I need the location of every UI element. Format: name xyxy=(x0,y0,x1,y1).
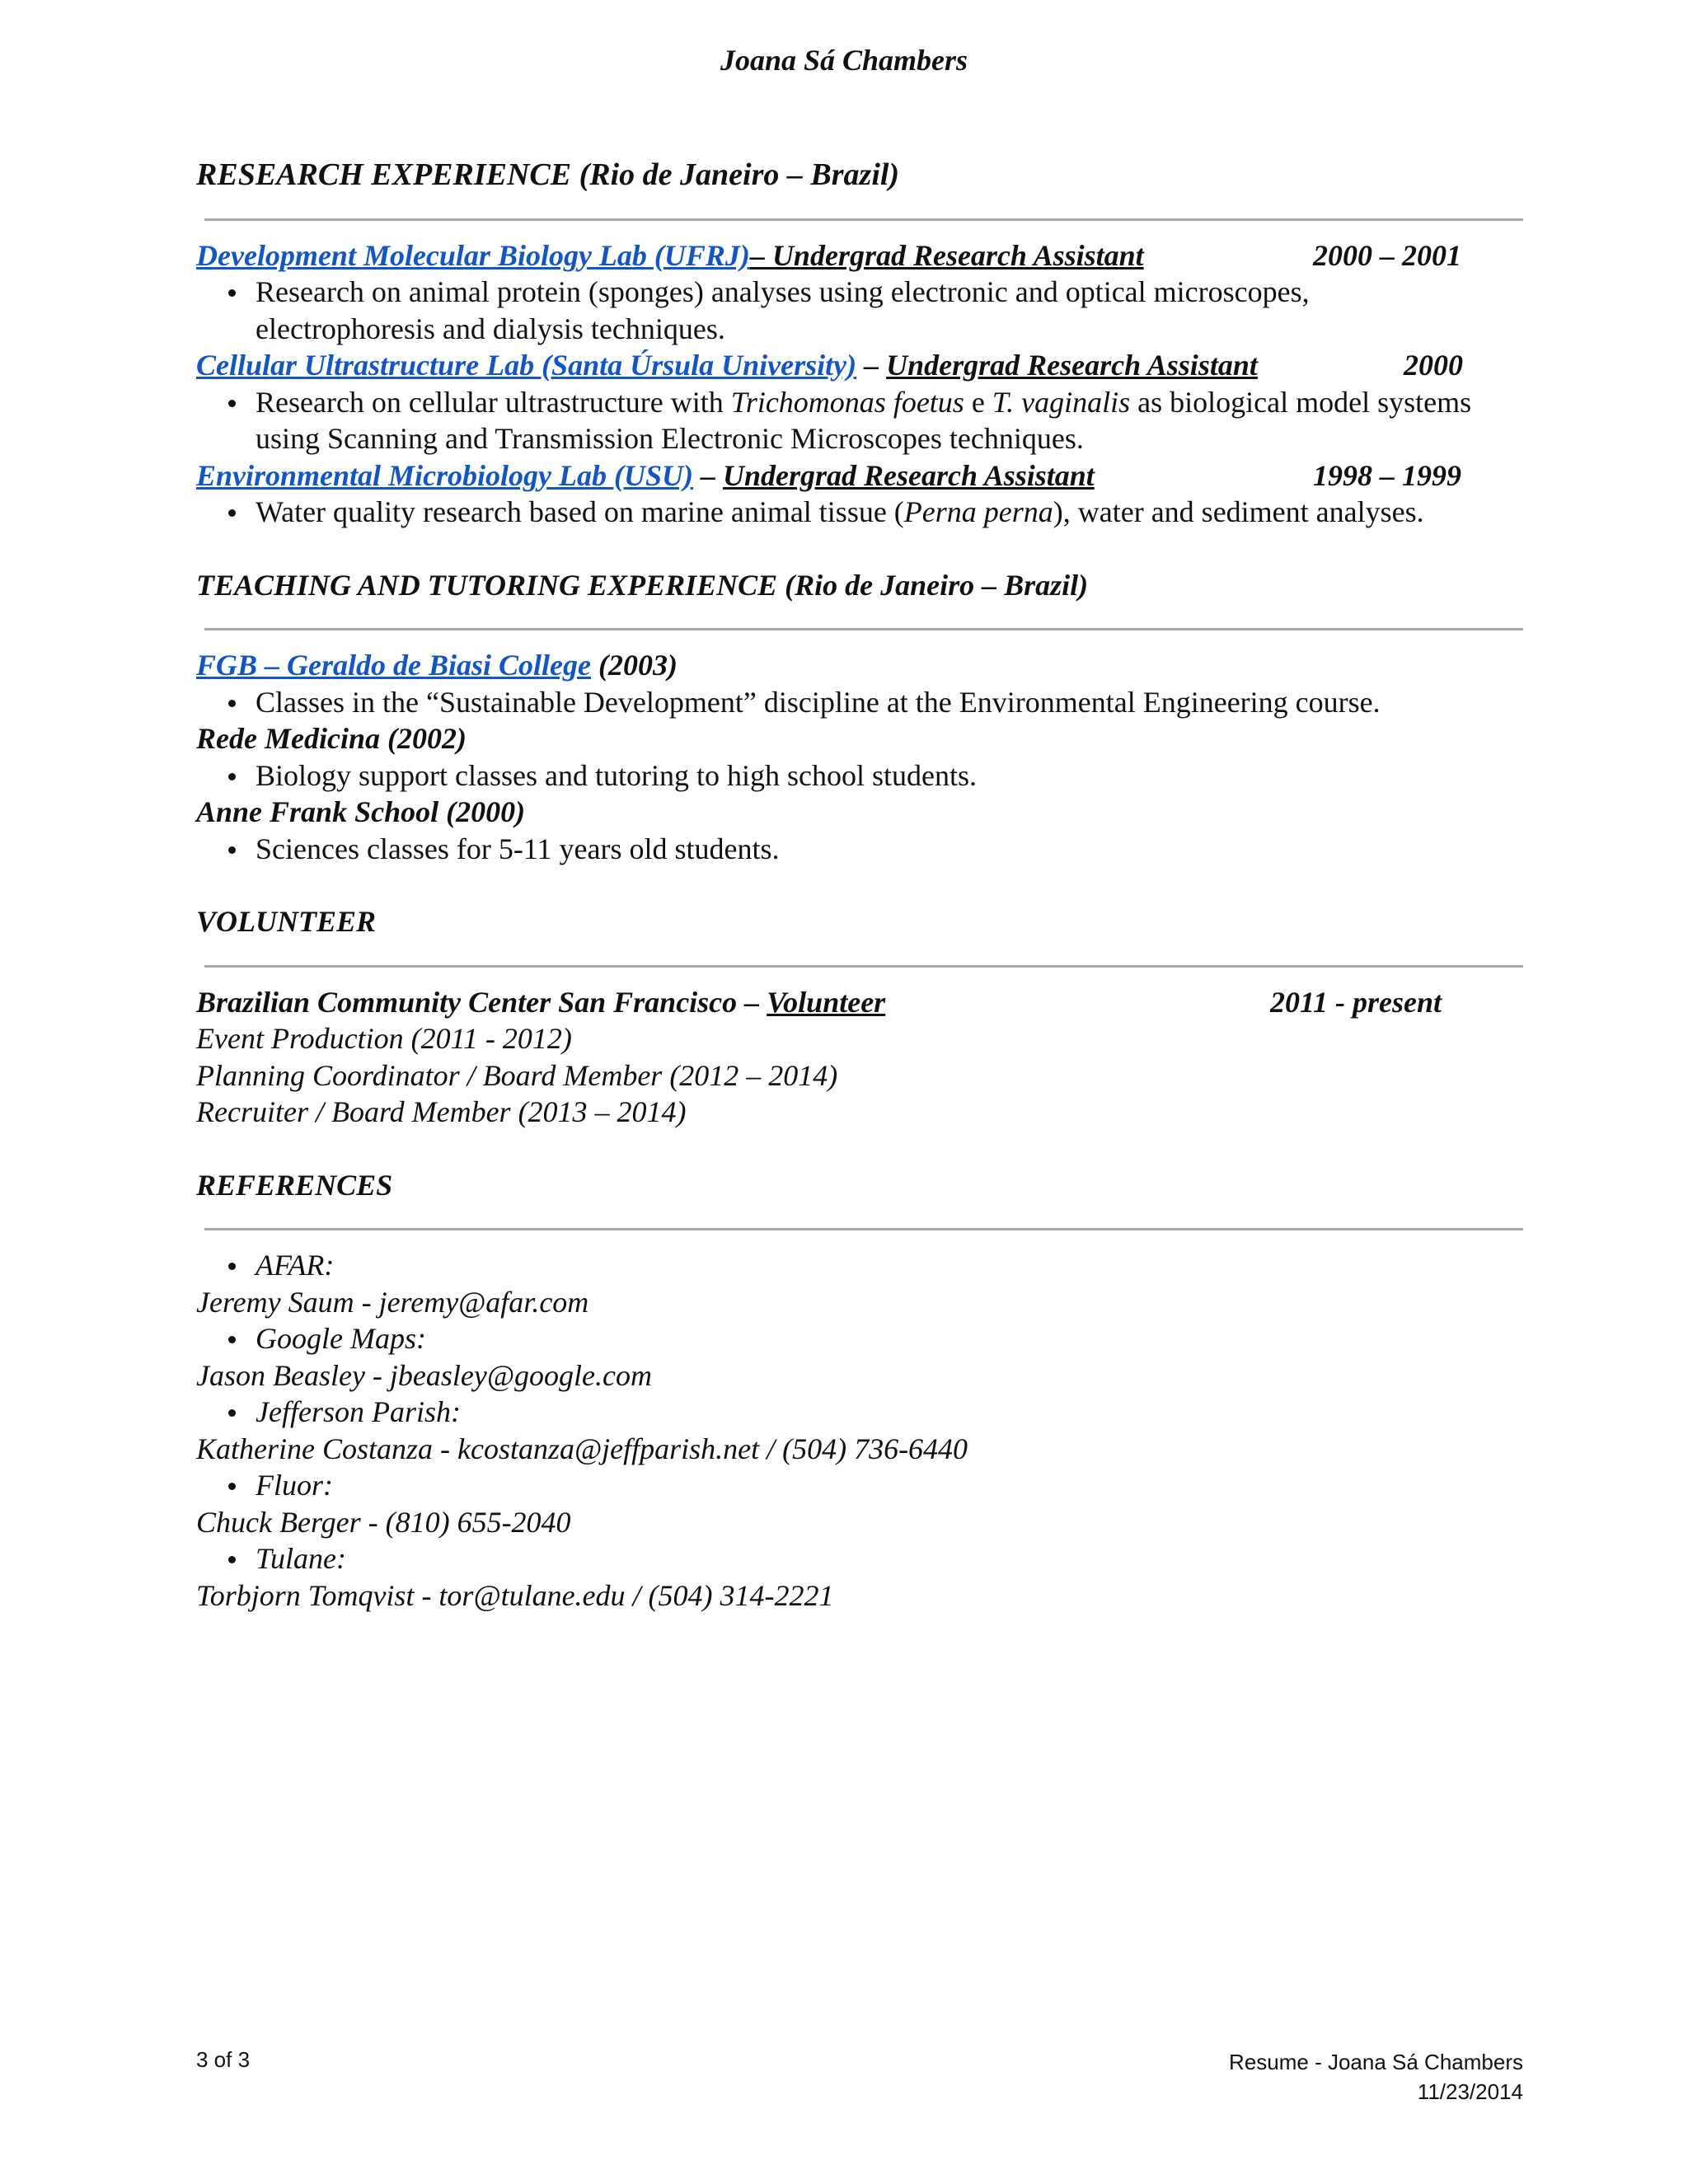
teaching-org-link-1[interactable]: FGB – Geraldo de Biasi College xyxy=(196,649,591,682)
research-role-1: Undergrad Research Assistant xyxy=(771,238,1144,272)
volunteer-line: Recruiter / Board Member (2013 – 2014) xyxy=(196,1095,687,1128)
list-item: Research on cellular ultrastructure with Trichomonas foetus e T. vaginalis as biological model systems using Scanning and Transmission Electronic Microscopes techniques. xyxy=(256,384,1541,457)
volunteer-org: Brazilian Community Center San Francisco – xyxy=(196,985,767,1019)
page-header-name: Joana Sá Chambers xyxy=(720,44,968,77)
footer-doc-title: Resume - Joana Sá Chambers xyxy=(1229,2050,1523,2074)
resume-content xyxy=(196,157,1523,1614)
section-divider xyxy=(204,218,1523,221)
teaching-section-title: TEACHING AND TUTORING EXPERIENCE (Rio de Janeiro – Brazil) xyxy=(196,568,1089,602)
reference-company: Tulane: xyxy=(256,1540,1523,1577)
research-dates-3: 1998 – 1999 xyxy=(1313,458,1461,492)
volunteer-line: Planning Coordinator / Board Member (2012 – 2014) xyxy=(196,1058,838,1092)
research-bullets-2 xyxy=(196,384,1523,457)
research-bullets-1 xyxy=(196,274,1523,347)
research-entry-2: Cellular Ultrastructure Lab (Santa Úrsula University) – Undergrad Research Assistant 2000 xyxy=(196,347,1523,384)
research-dates-2: 2000 xyxy=(1404,349,1463,382)
research-bullets-3 xyxy=(196,494,1523,531)
volunteer-section-title: VOLUNTEER xyxy=(196,905,377,938)
references-section-title: REFERENCES xyxy=(196,1168,393,1202)
reference-contact: Jason Beasley - jbeasley@google.com xyxy=(196,1358,652,1392)
section-divider xyxy=(204,965,1523,968)
list-item: Biology support classes and tutoring to high school students. xyxy=(256,757,1523,794)
volunteer-line: Event Production (2011 - 2012) xyxy=(196,1022,572,1055)
reference-company: Fluor: xyxy=(256,1467,1523,1504)
research-section-title: RESEARCH EXPERIENCE (Rio de Janeiro – Brazil) xyxy=(196,157,900,192)
section-divider xyxy=(204,1228,1523,1230)
reference-contact: Chuck Berger - (810) 655-2040 xyxy=(196,1505,571,1539)
footer-date: 11/23/2014 xyxy=(1417,2079,1523,2104)
research-org-link-3[interactable]: Environmental Microbiology Lab (USU) xyxy=(196,458,694,492)
reference-contact: Torbjorn Tomqvist - tor@tulane.edu / (504) 314-2221 xyxy=(196,1578,834,1612)
volunteer-dates: 2011 - present xyxy=(1270,985,1442,1019)
research-entry-3: Environmental Microbiology Lab (USU) – Undergrad Research Assistant 1998 – 1999 xyxy=(196,457,1523,494)
list-item: Water quality research based on marine animal tissue (Perna perna), water and sediment analyses. xyxy=(256,494,1523,531)
reference-contact: Jeremy Saum - jeremy@afar.com xyxy=(196,1285,589,1319)
section-divider xyxy=(204,628,1523,630)
references-list xyxy=(196,1247,1523,1614)
list-item: Research on animal protein (sponges) analyses using electronic and optical microscopes, electrophoresis and dialysis techniques. xyxy=(256,274,1409,347)
footer-info xyxy=(1229,2047,1523,2107)
teaching-entry-3: Anne Frank School (2000) xyxy=(196,795,526,828)
research-role-2: Undergrad Research Assistant xyxy=(886,349,1258,382)
reference-company: Jefferson Parish: xyxy=(256,1394,1523,1431)
reference-company: Google Maps: xyxy=(256,1320,1523,1357)
reference-contact: Katherine Costanza - kcostanza@jeffparish.net / (504) 736-6440 xyxy=(196,1432,968,1465)
research-entry-1: Development Molecular Biology Lab (UFRJ)– Undergrad Research Assistant 2000 – 2001 xyxy=(196,237,1523,274)
volunteer-entry xyxy=(196,984,1523,1021)
teaching-entry-2: Rede Medicina (2002) xyxy=(196,722,467,755)
research-role-3: Undergrad Research Assistant xyxy=(723,458,1095,492)
teaching-entry-1: FGB – Geraldo de Biasi College (2003) xyxy=(196,649,678,682)
list-item: Sciences classes for 5-11 years old students. xyxy=(256,831,1523,868)
volunteer-role: Volunteer xyxy=(767,985,886,1019)
reference-company: AFAR: xyxy=(256,1247,1523,1284)
research-org-link-1[interactable]: Development Molecular Biology Lab (UFRJ) xyxy=(196,238,750,272)
list-item: Classes in the “Sustainable Development” discipline at the Environmental Engineering course. xyxy=(256,684,1523,721)
research-org-link-2[interactable]: Cellular Ultrastructure Lab (Santa Úrsula University) xyxy=(196,349,857,382)
research-dates-1: 2000 – 2001 xyxy=(1313,238,1461,272)
page-number: 3 of 3 xyxy=(196,2047,251,2072)
